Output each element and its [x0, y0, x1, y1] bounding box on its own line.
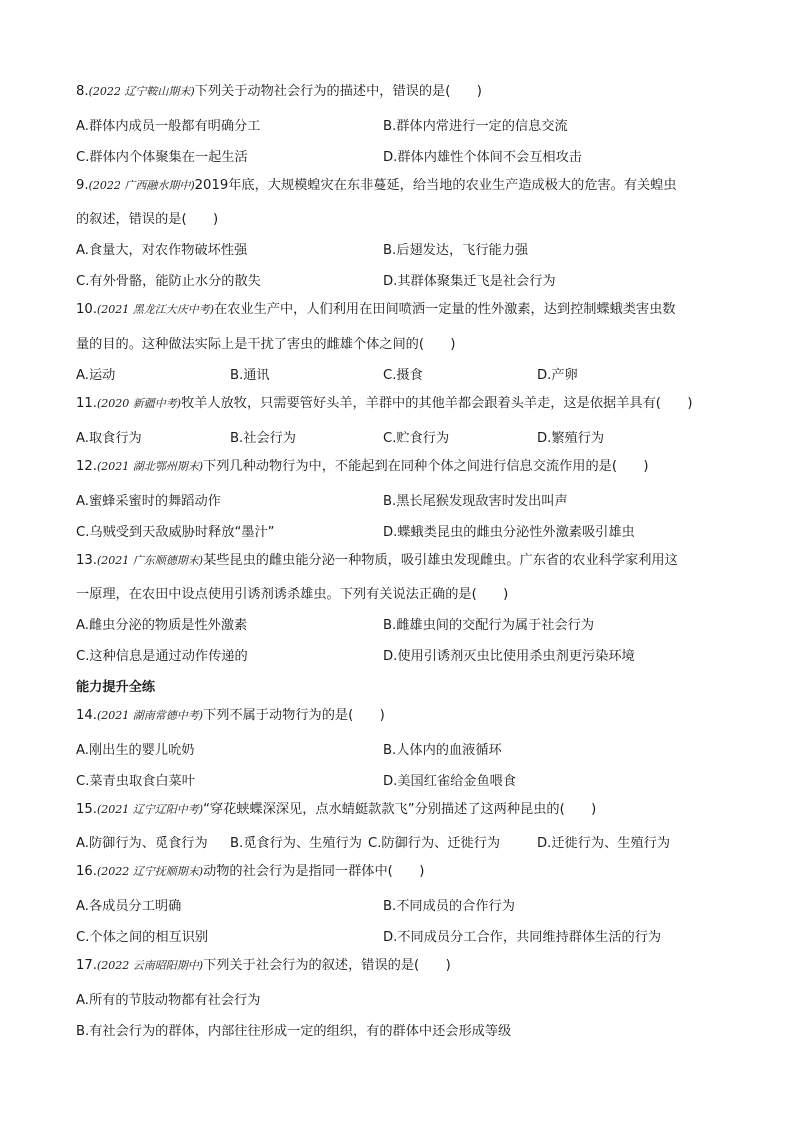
q8-option-b: B.群体内常进行一定的信息交流 — [383, 119, 568, 134]
q15-option-a: A.防御行为、觅食行为 — [76, 836, 208, 851]
question-16-stem: 16.(2022 辽宁抚顺期末)动物的社会行为是指同一群体中( ) — [76, 864, 425, 879]
question-source: (2022 云南昭阳期中) — [96, 959, 204, 972]
q17-option-a: A.所有的节肢动物都有社会行为 — [76, 993, 261, 1008]
q15-option-b: B.觅食行为、生殖行为 — [230, 836, 362, 851]
question-14-stem: 14.(2021 湖南常德中考)下列不属于动物行为的是( ) — [76, 708, 385, 723]
question-13-stem: 13.(2021 广东顺德期末)某些昆虫的雌虫能分泌一种物质，吸引雄虫发现雌虫。广东省的农业科学家利用这 — [76, 553, 678, 568]
q13-option-d: D.使用引诱剂灭虫比使用杀虫剂更污染环境 — [383, 649, 635, 664]
q9-option-a: A.食量大，对农作物破坏性强 — [76, 243, 248, 258]
q10-option-a: A.运动 — [76, 368, 116, 383]
q12-option-c: C.乌贼受到天敌威胁时释放“墨汁” — [76, 525, 275, 540]
q8-option-a: A.群体内成员一般都有明确分工 — [76, 119, 261, 134]
q12-option-b: B.黑长尾猴发现敌害时发出叫声 — [383, 494, 568, 509]
question-12-stem: 12.(2021 湖北鄂州期末)下列几种动物行为中，不能起到在同种个体之间进行信息交流作用的是( ) — [76, 459, 649, 474]
q8-option-c: C.群体内个体聚集在一起生活 — [76, 150, 248, 165]
q13-option-c: C.这种信息是通过动作传递的 — [76, 649, 248, 664]
question-source: (2022 辽宁抚顺期末) — [96, 865, 204, 878]
question-9-stem: 9.(2022 广西融水期中)2019年底，大规模蝗灾在东非蔓延，给当地的农业生产造成极大的危害。有关蝗虫 — [76, 178, 677, 193]
q17-option-b: B.有社会行为的群体，内部往往形成一定的组织，有的群体中还会形成等级 — [76, 1024, 512, 1039]
q10-option-b: B.通讯 — [230, 368, 270, 383]
q11-option-c: C.贮食行为 — [383, 431, 450, 446]
question-10-stem: 10.(2021 黑龙江大庆中考)在农业生产中，人们利用在田间喷洒一定量的性外激素，达到控制蝶蛾类害虫数 — [76, 302, 676, 317]
question-10-stem-line2: 量的目的。这种做法实际上是干扰了害虫的雌雄个体之间的( ) — [76, 337, 456, 352]
q16-option-a: A.各成员分工明确 — [76, 899, 182, 914]
q14-option-d: D.美国红雀给金鱼喂食 — [383, 774, 517, 789]
question-8-stem: 8.(2022 辽宁鞍山期末)下列关于动物社会行为的描述中，错误的是( ) — [76, 84, 482, 99]
q10-option-d: D.产卵 — [537, 368, 578, 383]
q8-option-d: D.群体内雄性个体间不会互相攻击 — [383, 150, 582, 165]
q9-option-b: B.后翅发达，飞行能力强 — [383, 243, 529, 258]
q11-option-d: D.繁殖行为 — [537, 431, 605, 446]
q15-option-c: C.防御行为、迁徙行为 — [368, 836, 501, 851]
question-11-stem: 11.(2020 新疆中考)牧羊人放牧，只需要管好头羊，羊群中的其他羊都会跟着头羊走，这是依据羊具有( ) — [76, 396, 693, 411]
q13-option-a: A.雌虫分泌的物质是性外激素 — [76, 618, 248, 633]
question-source: (2021 辽宁辽阳中考) — [96, 803, 204, 816]
question-17-stem: 17.(2022 云南昭阳期中)下列关于社会行为的叙述，错误的是( ) — [76, 958, 451, 973]
section-heading: 能力提升全练 — [76, 680, 156, 695]
question-13-stem-line2: 一原理，在农田中设点使用引诱剂诱杀雄虫。下列有关说法正确的是( ) — [76, 587, 509, 602]
q11-option-b: B.社会行为 — [230, 431, 296, 446]
question-source: (2022 辽宁鞍山期末) — [88, 85, 195, 98]
q11-option-a: A.取食行为 — [76, 431, 142, 446]
q9-option-c: C.有外骨骼，能防止水分的散失 — [76, 274, 261, 289]
q14-option-a: A.刚出生的婴儿吮奶 — [76, 743, 195, 758]
q16-option-c: C.个体之间的相互识别 — [76, 930, 209, 945]
q16-option-d: D.不同成员分工合作，共同维持群体生活的行为 — [383, 930, 662, 945]
question-source: (2020 新疆中考) — [96, 397, 182, 410]
question-source: (2022 广西融水期中) — [88, 179, 195, 192]
q13-option-b: B.雌雄虫间的交配行为属于社会行为 — [383, 618, 595, 633]
q12-option-a: A.蜜蜂采蜜时的舞蹈动作 — [76, 494, 221, 509]
q14-option-c: C.菜青虫取食白菜叶 — [76, 774, 195, 789]
question-15-stem: 15.(2021 辽宁辽阳中考)“穿花蛱蝶深深见，点水蜻蜓款款飞”分别描述了这两种昆虫的( ) — [76, 802, 597, 817]
q9-option-d: D.其群体聚集迁飞是社会行为 — [383, 274, 556, 289]
question-source: (2021 广东顺德期末) — [96, 554, 204, 567]
q16-option-b: B.不同成员的合作行为 — [383, 899, 515, 914]
question-source: (2021 湖北鄂州期末) — [96, 460, 204, 473]
q14-option-b: B.人体内的血液循环 — [383, 743, 502, 758]
q15-option-d: D.迁徙行为、生殖行为 — [537, 836, 671, 851]
q10-option-c: C.摄食 — [383, 368, 423, 383]
question-source: (2021 黑龙江大庆中考) — [96, 303, 215, 316]
question-9-stem-line2: 的叙述，错误的是( ) — [76, 212, 219, 227]
question-source: (2021 湖南常德中考) — [96, 709, 204, 722]
q12-option-d: D.蝶蛾类昆虫的雌虫分泌性外激素吸引雄虫 — [383, 525, 635, 540]
